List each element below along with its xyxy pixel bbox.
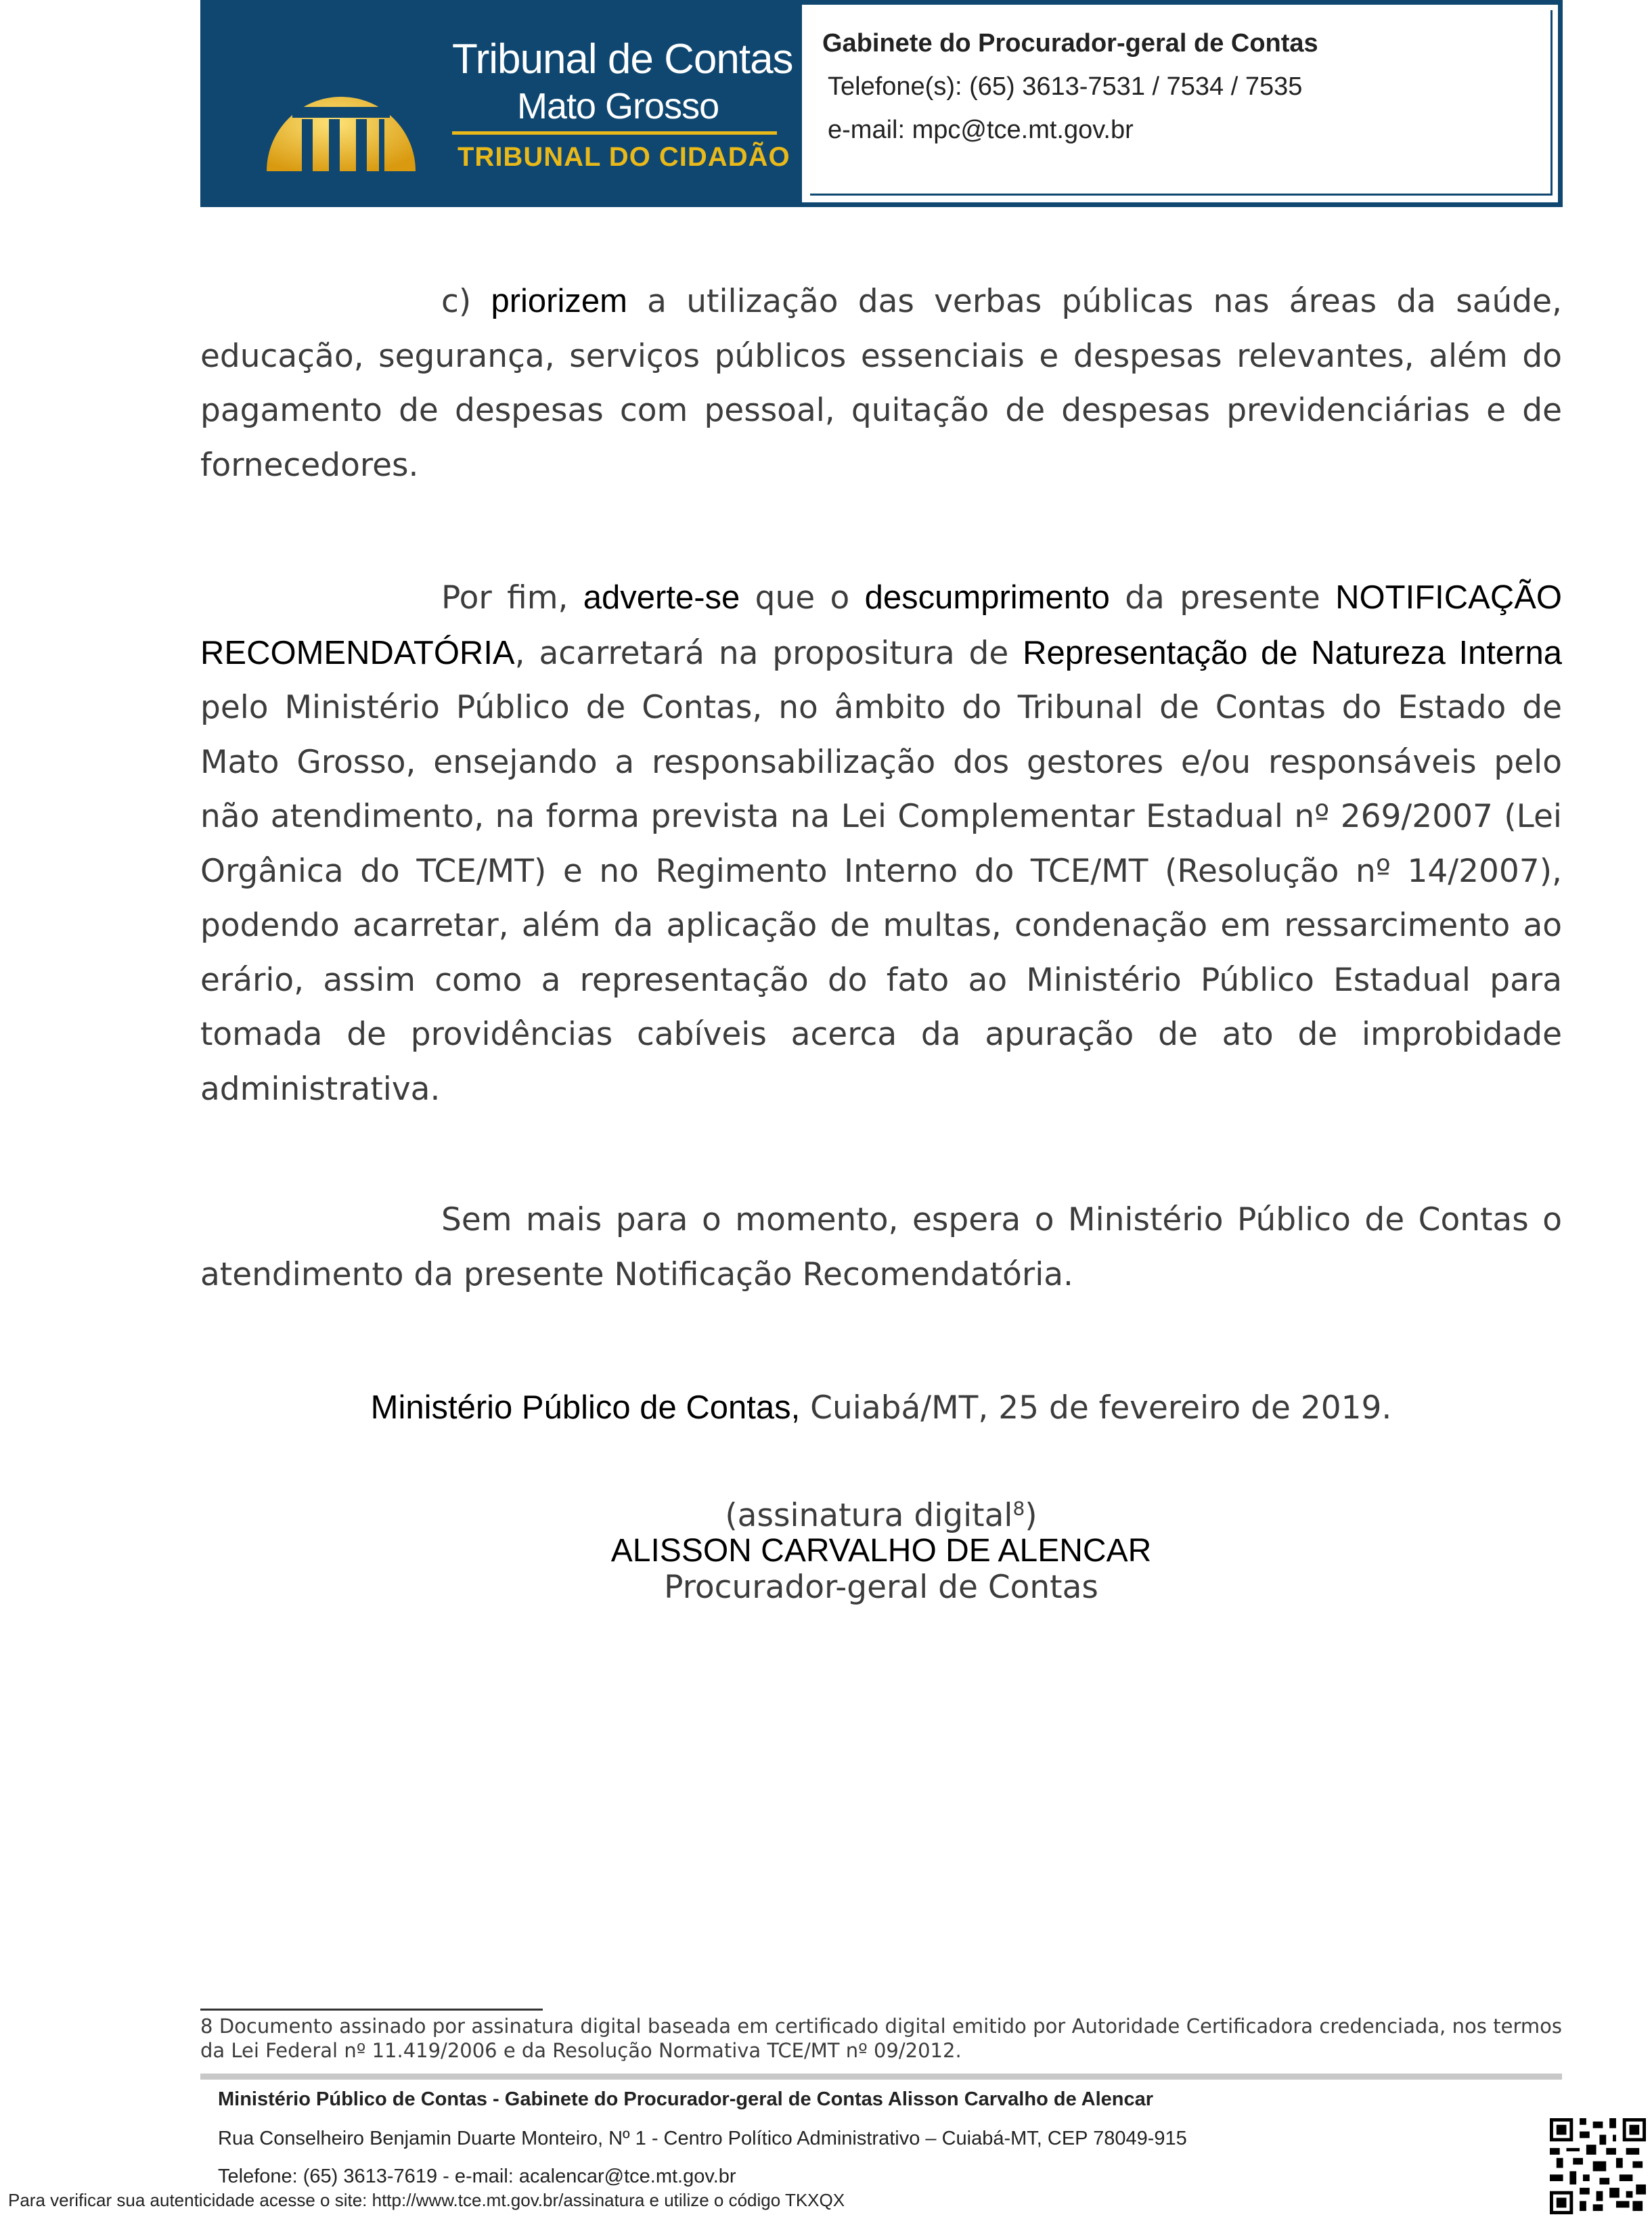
tribunal-dome-logo-icon: [260, 32, 422, 175]
footer-rule: [200, 2074, 1562, 2080]
footer-address: Rua Conselheiro Benjamin Duarte Monteiro, Nº 1 - Centro Político Administrativo – Cuiabá-MT, CEP 78049-915: [218, 2128, 1187, 2149]
header-logo-banner: [200, 0, 802, 207]
logo-divider: [452, 131, 777, 135]
paragraph-warning: Por fim, adverte-se que o descumprimento da presente NOTIFICAÇÃO RECOMENDATÓRIA, acarretará na propositura de Representação de Natureza Interna pelo Ministério Público de Contas, no âmbito do Tribunal de Contas do Estado de Mato Grosso, ensejando a responsabilização dos gestores e/ou responsáveis pelo não atendimento, na forma prevista na Lei Complementar Estadual nº 269/2007 (Lei Orgânica do TCE/MT) e no Regimento Interno do TCE/MT (Resolução nº 14/2007), podendo acarretar, além da aplicação de multas, condenação em ressarcimento ao erário, assim como a representação do fato ao Ministério Público Estadual para tomada de providências cabíveis acerca da apuração de ato de improbidade administrativa.: [200, 579, 1562, 1108]
place-date: Ministério Público de Contas, Cuiabá/MT, 25 de fevereiro de 2019.: [370, 1389, 1392, 1427]
signer-name: ALISSON CARVALHO DE ALENCAR: [610, 1533, 1152, 1569]
logo-title: Tribunal de Contas: [452, 36, 793, 83]
office-phone: Telefone(s): (65) 3613-7531 / 7534 / 7535: [828, 72, 1303, 101]
footnote-rule: [200, 2009, 543, 2011]
paragraph-closing: Sem mais para o momento, espera o Ministério Público de Contas o atendimento da presente Notificação Recomendatória.: [200, 1201, 1562, 1293]
qr-code-icon[interactable]: [1550, 2118, 1646, 2214]
verification-notice: Para verificar sua autenticidade acesse o site: http://www.tce.mt.gov.br/assinatura e utilize o código TKXQX: [8, 2190, 845, 2210]
signature-note: (assinatura digital$^8$): [725, 1497, 1037, 1534]
footer-office: Ministério Público de Contas - Gabinete do Procurador-geral de Contas Alisson Carvalho de Alencar: [218, 2088, 1154, 2110]
office-name: Gabinete do Procurador-geral de Contas: [822, 29, 1318, 58]
office-email: e-mail: mpc@tce.mt.gov.br: [828, 116, 1134, 144]
signer-title: Procurador-geral de Contas: [664, 1569, 1098, 1606]
footnote-text: 8 Documento assinado por assinatura digital baseada em certificado digital emitido por Autoridade Certificadora credenciada, nos termos da Lei Federal nº 11.419/2006 e da Resolução Normativa TCE/MT nº 09/2012.: [200, 2015, 1562, 2062]
footer-contact: Telefone: (65) 3613-7619 - e-mail: acalencar@tce.mt.gov.br: [218, 2166, 736, 2187]
bold-priorizem: priorizem: [491, 283, 627, 319]
logo-tagline: TRIBUNAL DO CIDADÃO: [457, 142, 790, 172]
paragraph-item-c: c) priorizem a utilização das verbas públicas nas áreas da saúde, educação, segurança, serviços públicos essenciais e despesas relevantes, além do pagamento de despesas com pessoal, quitação de despesas previdenciárias e de fornecedores.: [200, 283, 1562, 484]
header-contact-box: [802, 0, 1563, 207]
logo-subtitle: Mato Grosso: [517, 86, 719, 127]
